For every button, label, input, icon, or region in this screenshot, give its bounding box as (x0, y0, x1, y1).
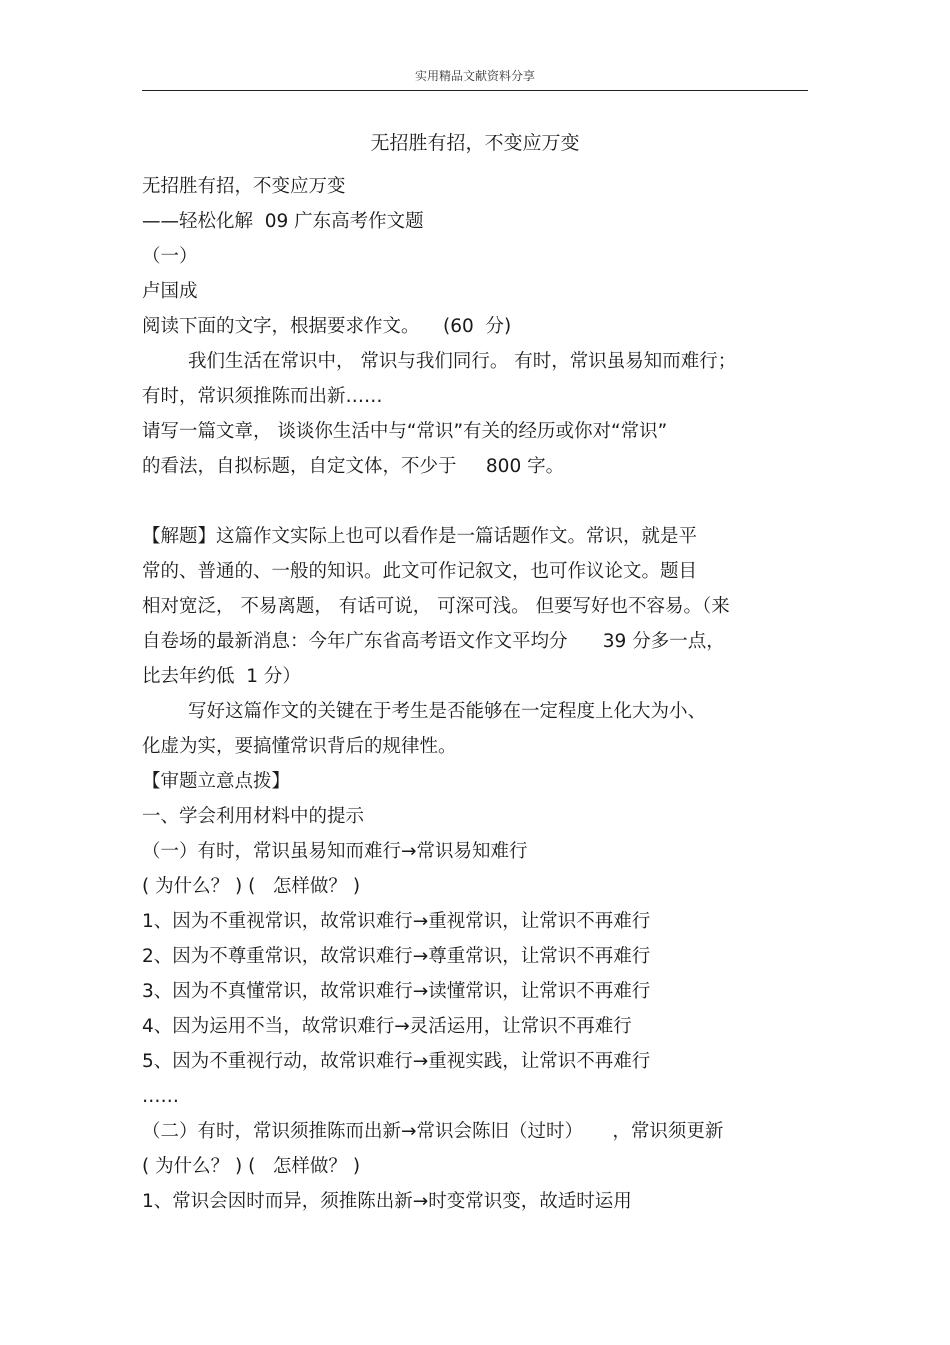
subsection-heading: 一、学会利用材料中的提示 (142, 806, 365, 827)
key-point-paragraph: 化虚为实，要搞懂常识背后的规律性。 (142, 736, 457, 757)
prompt-requirement: 的看法，自拟标题，自定文体，不少于 800 字。 (142, 456, 565, 477)
point-heading: （一）有时，常识虽易知而难行→常识易知难行 (142, 841, 528, 862)
list-item: 1、因为不重视常识，故常识难行→重视常识，让常识不再难行 (142, 911, 651, 932)
document-title: 无招胜有招，不变应万变 (370, 132, 580, 154)
author: 卢国成 (142, 281, 198, 302)
point-heading: （二）有时，常识须推陈而出新→常识会陈旧（过时） ，常识须更新 (142, 1121, 724, 1142)
question-line: ( 为什么？ ) ( 怎样做？ ) (142, 876, 361, 897)
list-item: 4、因为运用不当，故常识难行→灵活运用，让常识不再难行 (142, 1016, 632, 1037)
page-header: 实用精品文献资料分享 (414, 69, 535, 83)
document-body (142, 169, 808, 1219)
subtitle-line: ——轻松化解 09 广东高考作文题 (142, 211, 424, 232)
ellipsis: …… (142, 1086, 179, 1107)
list-item: 5、因为不重视行动，故常识难行→重视实践，让常识不再难行 (142, 1051, 651, 1072)
analysis-paragraph: 常的、普通的、一般的知识。此文可作记叙文，也可作议论文。题目 (142, 561, 698, 582)
subtitle: 无招胜有招，不变应万变 (142, 176, 346, 197)
list-item: 2、因为不尊重常识，故常识难行→尊重常识，让常识不再难行 (142, 946, 651, 967)
analysis-paragraph: 相对宽泛， 不易离题， 有话可说， 可深可浅。 但要写好也不容易。（来 (142, 596, 730, 617)
prompt-requirement: 请写一篇文章， 谈谈你生活中与“常识”有关的经历或你对“常识” (142, 421, 668, 442)
list-item: 3、因为不真懂常识，故常识难行→读懂常识，让常识不再难行 (142, 981, 651, 1002)
prompt-instruction: 阅读下面的文字，根据要求作文。 (60 分) (142, 316, 512, 337)
question-line: ( 为什么？ ) ( 怎样做？ ) (142, 1156, 361, 1177)
section-heading: 【审题立意点拨】 (142, 771, 291, 792)
prompt-text: 有时，常识须推陈而出新…… (142, 386, 383, 407)
analysis-paragraph: 比去年约低 1 分） (142, 666, 301, 687)
blank-line (142, 484, 808, 519)
header-divider (142, 90, 808, 91)
prompt-text: 我们生活在常识中， 常识与我们同行。 有时，常识虽易知而难行； (188, 351, 737, 372)
list-item: 1、常识会因时而异，须推陈出新→时变常识变，故适时运用 (142, 1191, 632, 1212)
section-number: （一） (142, 246, 198, 267)
analysis-paragraph: 自卷场的最新消息：今年广东省高考语文作文平均分 39 分多一点， (142, 631, 725, 652)
key-point-paragraph: 写好这篇作文的关键在于考生是否能够在一定程度上化大为小、 (188, 701, 707, 722)
analysis-paragraph: 【解题】这篇作文实际上也可以看作是一篇话题作文。常识，就是平 (142, 526, 698, 547)
